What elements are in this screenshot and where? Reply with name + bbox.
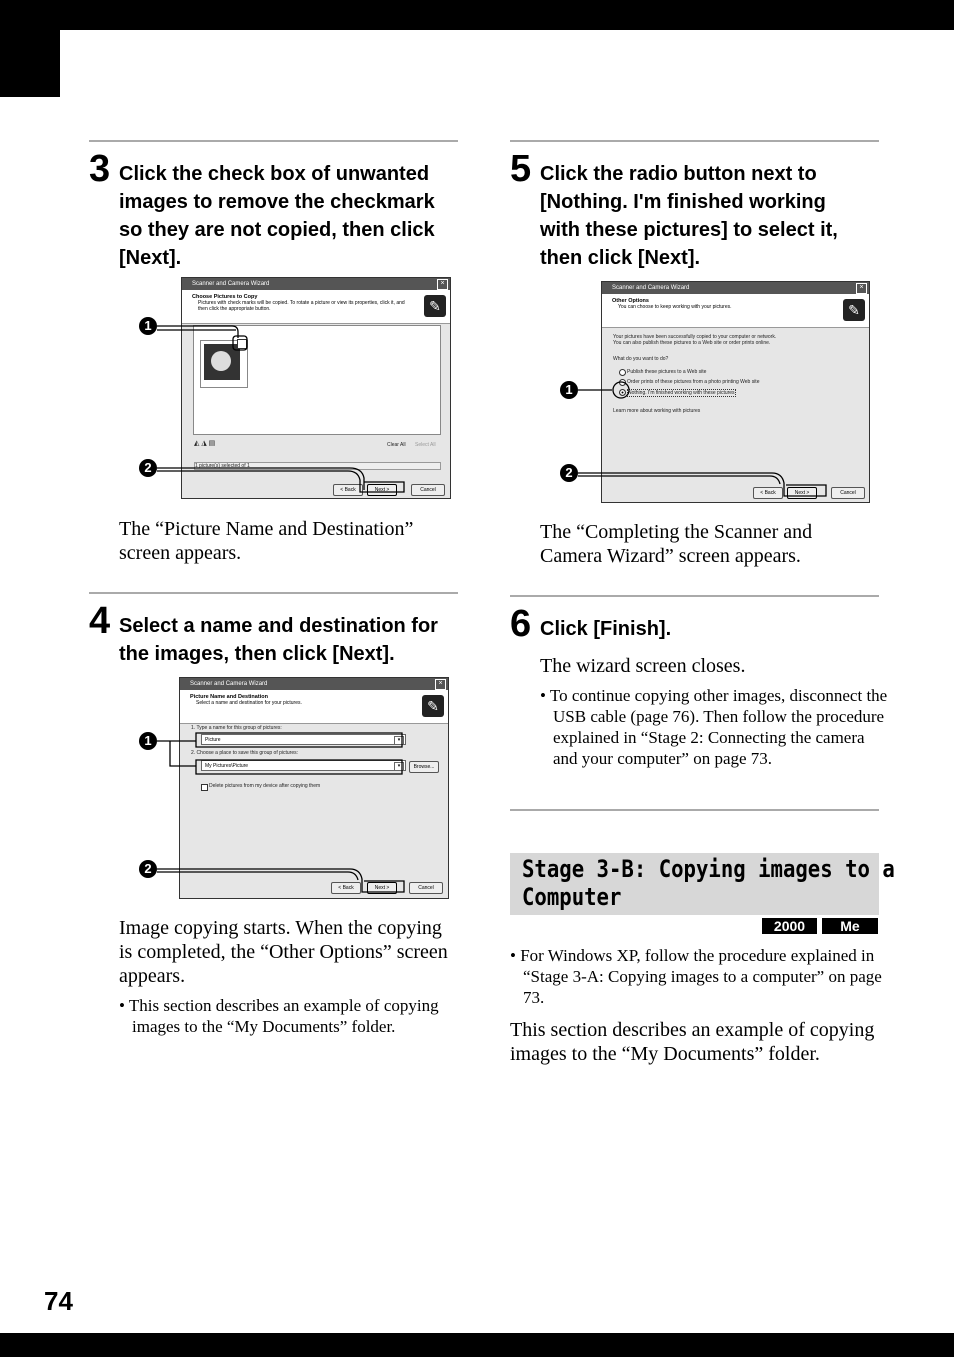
step6-bullet: • To continue copying other images, disconnect the USB cable (page 76). Then follow the procedure explained in “Stage 2: Connecting the camera and your computer” on page 73. (540, 686, 888, 768)
dialog-title: Scanner and Camera Wizard (190, 681, 268, 687)
close-icon[interactable]: × (435, 679, 446, 690)
dialog-titlebar (180, 678, 448, 690)
next-button[interactable]: Next > (367, 882, 397, 894)
stage-bullet-text: For Windows XP, follow the procedure explained in “Stage 3-A: Copying images to a computer” on page 73. (520, 946, 882, 1007)
step6-result: The wizard screen closes. (540, 655, 746, 677)
step5-dialog (601, 281, 870, 503)
rule-step6 (510, 595, 879, 597)
step5-title: Click the radio button next to [Nothing. I'm finished working with these pictures] to select it, then click [Next]. (540, 163, 838, 269)
wizard-camera-icon: ✎ (424, 295, 446, 317)
next-button[interactable]: Next > (367, 484, 397, 496)
delete-checkbox[interactable] (201, 784, 208, 791)
back-button[interactable]: < Back (753, 487, 783, 499)
dialog-header-title: Picture Name and Destination (190, 694, 268, 700)
radio-publish[interactable] (619, 369, 626, 376)
step3-number: 3 (89, 148, 111, 190)
rule-step5 (510, 140, 879, 142)
close-icon[interactable]: × (856, 283, 867, 294)
badge-2000: 2000 (762, 918, 817, 934)
place-label: 2. Choose a place to save this group of pictures: (191, 750, 299, 756)
stage-title-line2: Computer (522, 883, 622, 911)
dialog-header-subtitle: You can choose to keep working with your pictures. (618, 304, 732, 310)
radio-nothing-label: Nothing. I'm finished working with these pictures (628, 390, 735, 396)
dialog-header-subtitle: Pictures with check marks will be copied. To rotate a picture or view its properties, click it, and then click the appropriate button. (198, 300, 405, 312)
stage-title (522, 855, 895, 911)
radio-nothing[interactable] (619, 389, 626, 396)
dialog-header (180, 690, 448, 724)
selection-status: 1 picture(s) selected of 1 (194, 462, 441, 470)
radio-order-prints[interactable] (619, 379, 626, 386)
dialog-header (602, 294, 869, 328)
step4-number: 4 (89, 600, 111, 642)
chevron-down-icon[interactable]: ▾ (394, 762, 404, 771)
select-all-button[interactable]: Select All (415, 442, 436, 448)
step6-title: Click [Finish]. (540, 618, 672, 640)
stage-body: This section describes an example of copying images to the “My Documents” folder. (510, 1019, 875, 1065)
wizard-camera-icon: ✎ (422, 695, 444, 717)
callout-1: 1 (139, 732, 157, 750)
step3-dialog (181, 277, 451, 499)
learn-more-link[interactable]: Learn more about working with pictures (613, 408, 701, 414)
radio-publish-label: Publish these pictures to a Web site (627, 369, 707, 375)
clear-all-button[interactable]: Clear All (387, 442, 406, 448)
cancel-button[interactable]: Cancel (409, 882, 443, 894)
save-place-select[interactable] (201, 760, 406, 771)
thumbnail-checkbox[interactable] (237, 339, 247, 349)
step4-dialog (179, 677, 449, 899)
step6-bullet-text: To continue copying other images, disconnect the USB cable (page 76). Then follow the procedure explained in “Stage 2: Connecting the camera and your computer” on page 73. (549, 686, 888, 768)
back-button[interactable]: < Back (333, 484, 363, 496)
badge-me: Me (822, 918, 878, 934)
wizard-camera-icon: ✎ (843, 299, 865, 321)
rule-stage (510, 809, 879, 811)
next-button[interactable]: Next > (787, 487, 817, 499)
delete-option-label: Delete pictures from my device after copying them (209, 783, 321, 789)
cancel-button[interactable]: Cancel (411, 484, 445, 496)
browse-button[interactable]: Browse... (409, 761, 439, 773)
success-line: Your pictures have been successfully copied to your computer or network. (613, 334, 777, 340)
rule-step3 (89, 140, 458, 142)
step3-result: The “Picture Name and Destination” screen appears. (119, 518, 414, 564)
callout-1: 1 (139, 317, 157, 335)
publish-line: You can also publish these pictures to a Web site or order prints online. (613, 340, 771, 346)
page-number: 74 (44, 1286, 73, 1316)
name-label: 1. Type a name for this group of pictures: (191, 725, 282, 731)
step4-title: Select a name and destination for the images, then click [Next]. (119, 615, 438, 665)
dialog-titlebar (602, 282, 869, 294)
dialog-titlebar (182, 278, 450, 290)
group-name-input[interactable] (201, 734, 406, 745)
step5-number: 5 (510, 148, 532, 190)
step4-bullet-text: This section describes an example of copying images to the “My Documents” folder. (128, 996, 439, 1036)
callout-2: 2 (139, 459, 157, 477)
callout-1: 1 (560, 381, 578, 399)
group-name-value: Picture (205, 737, 221, 743)
chevron-down-icon[interactable]: ▾ (394, 736, 404, 745)
bottom-bar (0, 1333, 954, 1357)
dialog-header-title: Other Options (612, 298, 649, 304)
cancel-button[interactable]: Cancel (831, 487, 865, 499)
dialog-header-title: Choose Pictures to Copy (192, 294, 258, 300)
dialog-title: Scanner and Camera Wizard (192, 281, 270, 287)
callout-2: 2 (139, 860, 157, 878)
save-place-value: My Pictures\Picture (205, 763, 249, 769)
stage-title-line1: Stage 3-B: Copying images to a (522, 855, 895, 883)
radio-order-prints-label: Order prints of these pictures from a photo printing Web site (627, 379, 760, 385)
rule-step4 (89, 592, 458, 594)
step3-title: Click the check box of unwanted images to remove the checkmark so they are not copied, then click [Next]. (119, 163, 435, 269)
top-bar (0, 0, 954, 30)
back-button[interactable]: < Back (331, 882, 361, 894)
step6-number: 6 (510, 603, 532, 645)
close-icon[interactable]: × (437, 279, 448, 290)
question-label: What do you want to do? (613, 356, 669, 362)
dialog-header (182, 290, 450, 324)
step4-bullet: • This section describes an example of copying images to the “My Documents” folder. (119, 996, 439, 1036)
stage-bullet: • For Windows XP, follow the procedure explained in “Stage 3-A: Copying images to a computer” on page 73. (510, 946, 882, 1007)
callout-2: 2 (560, 464, 578, 482)
top-tab-block (0, 30, 60, 97)
step4-result: Image copying starts. When the copying is completed, the “Other Options” screen appears. (119, 917, 448, 987)
step5-result: The “Completing the Scanner and Camera Wizard” screen appears. (540, 521, 813, 567)
rotate-icons[interactable]: ◭ ◮ ▤ (194, 440, 216, 447)
dialog-header-subtitle: Select a name and destination for your pictures. (196, 700, 302, 706)
dialog-title: Scanner and Camera Wizard (612, 285, 690, 291)
